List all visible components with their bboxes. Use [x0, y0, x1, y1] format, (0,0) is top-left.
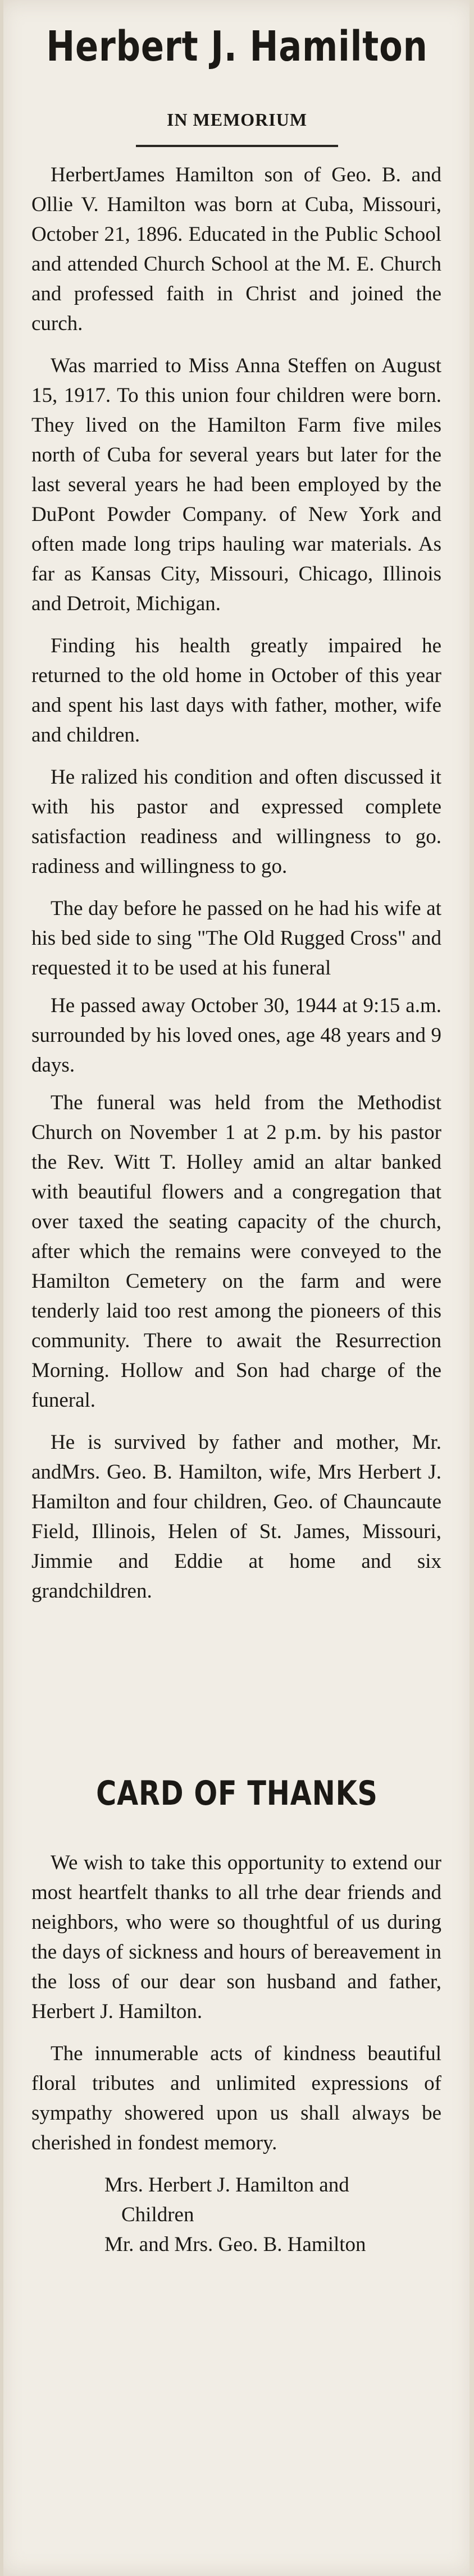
thanks-paragraph: The innumerable acts of kindness beautiful floral tributes and unlimited expressions of sympathy showered upon us shall always be cherished in fondest memory.	[31, 2042, 441, 2154]
memoriam-body	[31, 160, 441, 1618]
clipping-right-edge	[470, 0, 474, 2576]
signature-line: Mrs. Herbert J. Hamilton and	[104, 2174, 349, 2197]
subhead: IN MEMORIUM	[166, 109, 308, 130]
memoriam-paragraph: He passed away October 30, 1944 at 9:15 a.m. surrounded by his loved ones, age 48 years and 9 days.	[31, 994, 441, 1077]
memoriam-paragraph: The funeral was held from the Methodist Church on November 1 at 2 p.m. by his pastor the Rev. Witt T. Holley amid an altar banked with beautiful flowers and a congregation that over taxed the seating capacity of the church, after which the remains were conveyed to the Hamilton Cemetery on the farm and were tenderly laid too rest among the pioneers of this community. There to await the Resurrection Morning. Hollow and Son had charge of the funeral.	[31, 1091, 441, 1412]
signature-line: Children	[121, 2203, 194, 2226]
thanks-paragraph: We wish to take this opportunity to extend our most heartfelt thanks to all trhe dear friends and neighbors, who were so thoughtful of us during the days of sickness and hours of bereavement in the loss of our dear son husband and father, Herbert J. Hamilton.	[31, 1851, 441, 2023]
memoriam-paragraph: HerbertJames Hamilton son of Geo. B. and Ollie V. Hamilton was born at Cuba, Missouri, October 21, 1896. Educated in the Public School and attended Church School at the M. E. Church and professed faith in Christ and joined the curch.	[31, 163, 441, 335]
memoriam-paragraph: He ralized his condition and often discussed it with his pastor and expressed complete satisfaction readiness and willingness to go. radiness and willingness to go.	[31, 766, 441, 878]
memoriam-paragraph: Was married to Miss Anna Steffen on August 15, 1917. To this union four children were born. They lived on the Hamilton Farm five miles north of Cuba for several years but later for the last several years he had been employed by the DuPont Powder Company. of New York and often made long trips hauling war materials. As far as Kansas City, Missouri, Chicago, Illinois and Detroit, Michigan.	[31, 354, 441, 615]
subhead-rule	[136, 145, 338, 147]
memoriam-paragraph: The day before he passed on he had his wife at his bed side to sing "The Old Rugged Cross" and requested it to be used at his funeral	[31, 897, 441, 980]
card-of-thanks-title: CARD OF THANKS	[96, 1774, 378, 1813]
headline: Herbert J. Hamilton	[46, 22, 428, 71]
signature-line: Mr. and Mrs. Geo. B. Hamilton	[104, 2233, 366, 2256]
memoriam-paragraph: He is survived by father and mother, Mr. andMrs. Geo. B. Hamilton, wife, Mrs Herbert J. Hamilton and four children, Geo. of Chauncaute Field, Illinois, Helen of St. James, Missouri, Jimmie and Eddie at home and six grandchildren.	[31, 1431, 441, 1603]
memoriam-paragraph: Finding his health greatly impaired he returned to the old home in October of this year and spent his last days with father, mother, wife and children.	[31, 634, 441, 747]
thanks-body	[31, 1848, 441, 2259]
clipping-left-edge	[0, 0, 3, 2576]
